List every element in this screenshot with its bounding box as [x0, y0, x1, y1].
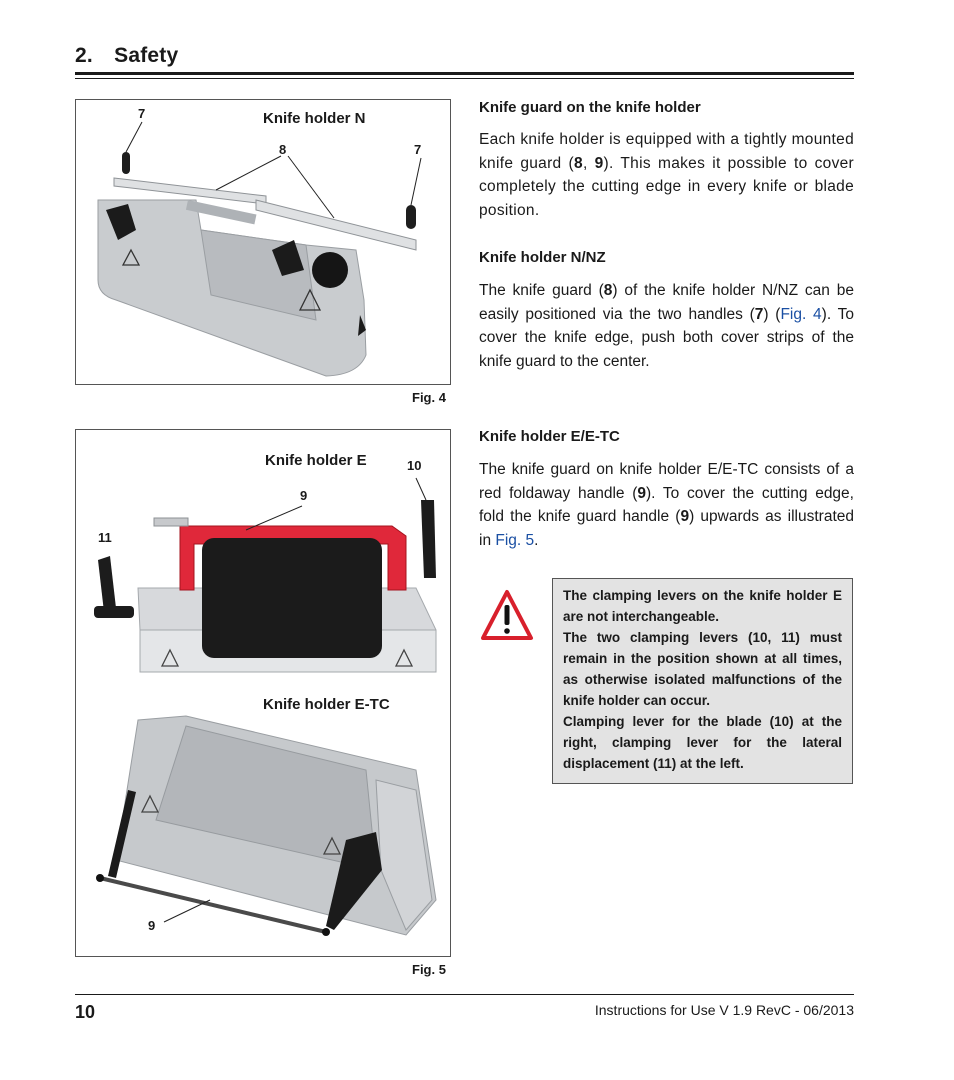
- callout-7-right: 7: [414, 142, 422, 157]
- callout-10: 10: [407, 458, 422, 473]
- section-title: 2. Safety: [75, 44, 179, 67]
- figure-label-knife-holder-e-tc: Knife holder E-TC: [263, 696, 390, 713]
- callout-11: 11: [98, 530, 112, 545]
- callout-7-left: 7: [138, 106, 146, 121]
- callout-9-top: 9: [300, 488, 308, 503]
- warning-text-3: Clamping lever for the blade (10) at the right, clamping lever for the lateral displacement (11) at the left.: [563, 714, 842, 771]
- heading-knife-guard: Knife guard on the knife holder: [479, 99, 701, 116]
- figure-5: [75, 429, 451, 957]
- warning-text-1: The clamping levers on the knife holder E are not interchangeable.: [563, 588, 842, 624]
- paragraph-knife-guard: Each knife holder is equipped with a tightly mounted knife guard (8, 9). This makes it possible to cover completely the cutting edge in every knife or blade position.: [479, 131, 854, 219]
- knife-holder-e-illustration: [76, 430, 450, 956]
- heading-knife-holder-nnz: Knife holder N/NZ: [479, 249, 606, 266]
- figure-4-caption: Fig. 4: [412, 390, 446, 405]
- paragraph-knife-holder-nnz: The knife guard (8) of the knife holder N/NZ can be easily positioned via the two handles (7) (Fig. 4). To cover the knife edge, push both cover strips of the knife guard to the center.: [479, 282, 854, 370]
- link-fig-4[interactable]: Fig. 4: [780, 305, 822, 323]
- figure-4: [75, 99, 451, 385]
- document-version: Instructions for Use V 1.9 RevC - 06/2013: [594, 1002, 854, 1018]
- warning-box: [552, 578, 853, 784]
- callout-9-bottom: 9: [148, 918, 156, 933]
- callout-8: 8: [279, 142, 287, 157]
- link-fig-5[interactable]: Fig. 5: [495, 531, 535, 549]
- section-knife-guard: [479, 98, 854, 222]
- section-knife-holder-nnz: [479, 248, 854, 373]
- warning-triangle-icon: [479, 588, 535, 644]
- heading-knife-holder-eetc: Knife holder E/E-TC: [479, 428, 620, 445]
- header-rule-thin: [75, 78, 854, 79]
- page-number: 10: [75, 1002, 96, 1022]
- warning-text-2: The two clamping levers (10, 11) must remain in the position shown at all times, as otherwise isolated malfunctions of the knife holder can occur.: [563, 630, 842, 708]
- knife-holder-n-illustration: [76, 100, 450, 384]
- figure-5-caption: Fig. 5: [412, 962, 446, 977]
- figure-label-knife-holder-n: Knife holder N: [263, 110, 366, 127]
- footer-rule: [75, 994, 854, 995]
- section-knife-holder-eetc: [479, 427, 854, 552]
- paragraph-knife-holder-eetc: The knife guard on knife holder E/E-TC consists of a red foldaway handle (9). To cover the cutting edge, fold the knife guard handle (9) upwards as illustrated in Fig. 5.: [479, 461, 854, 549]
- figure-label-knife-holder-e: Knife holder E: [265, 452, 367, 469]
- header-rule: [75, 72, 854, 75]
